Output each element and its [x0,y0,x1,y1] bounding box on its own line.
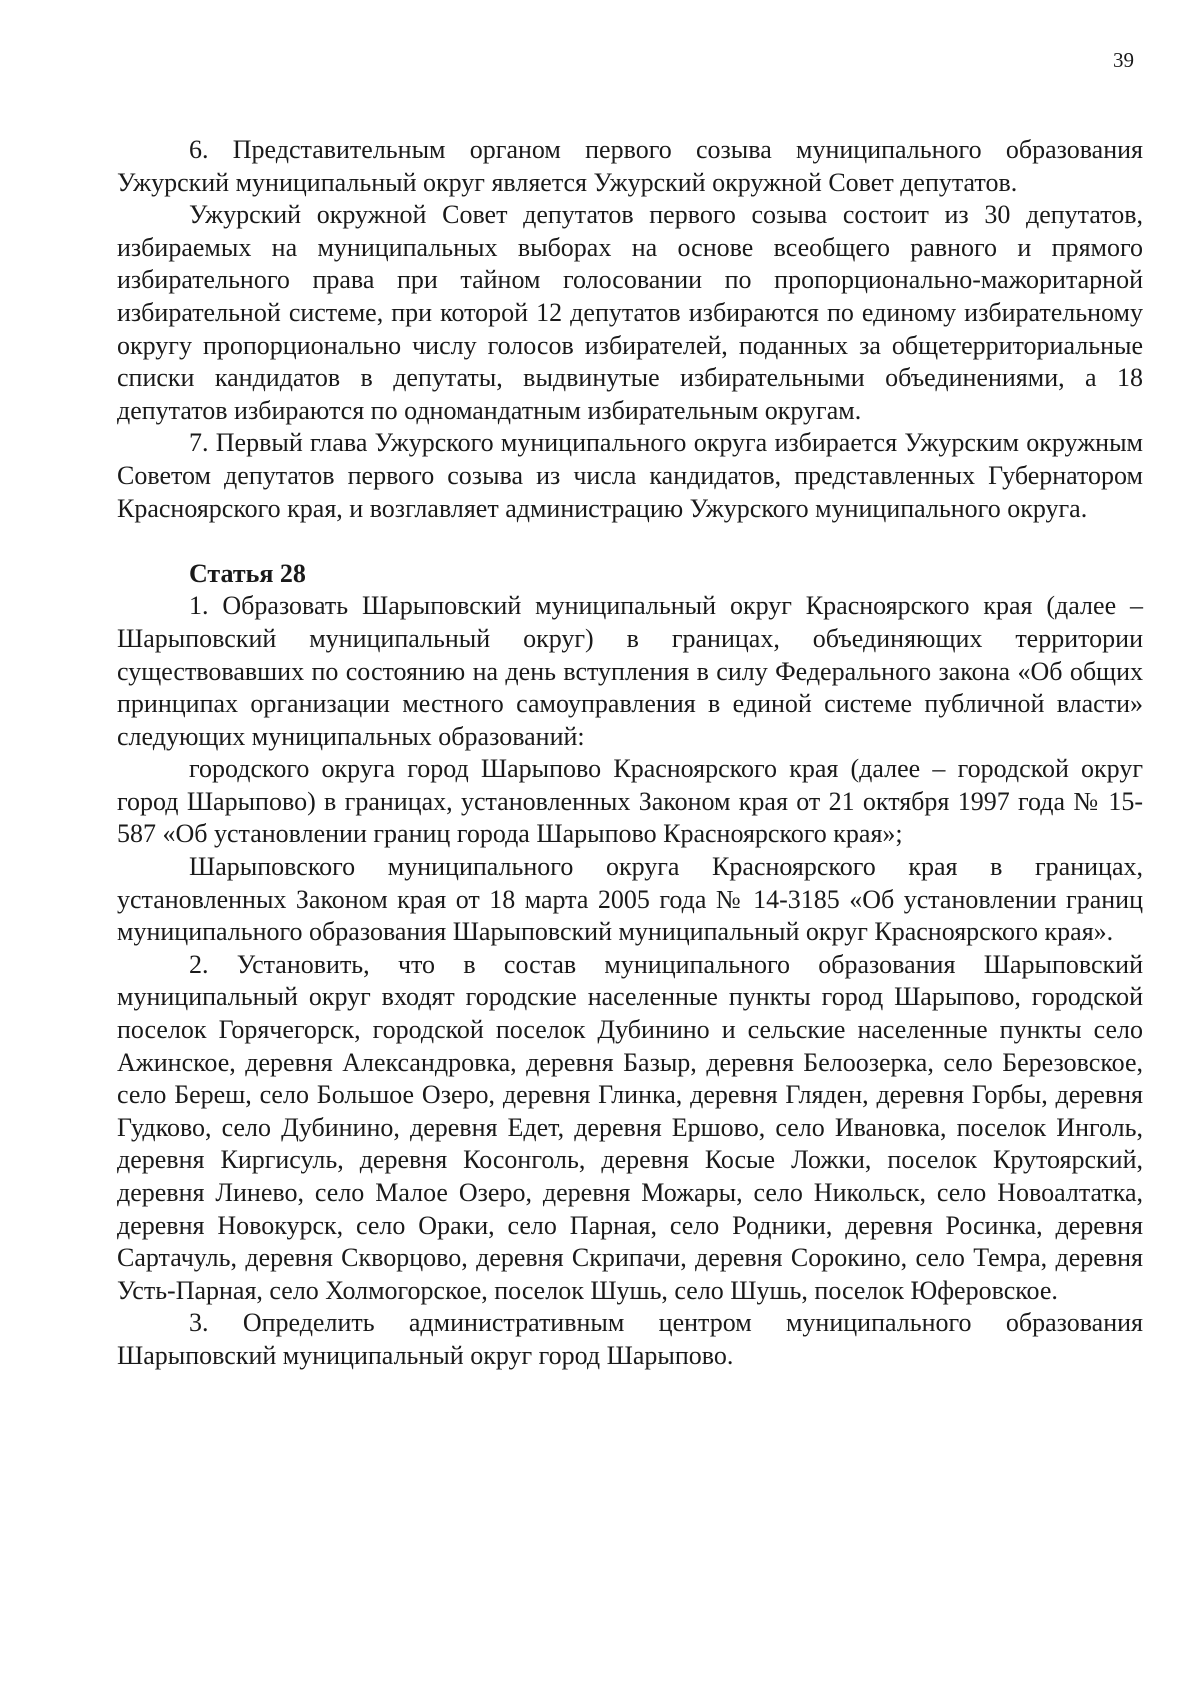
article-paragraph-1: 1. Образовать Шарыповский муниципальный округ Красноярского края (далее – Шарыповский муниципальный округ) в границах, объединяющих территории существовавших по состоянию на день вступления в силу Федерального закона «Об общих принципах организации местного самоуправления в единой системе публичной власти» следующих муниципальных образований: [117,591,1143,751]
article-paragraph-3: 3. Определить административным центром муниципального образования Шарыповский муниципальный округ город Шарыпово. [117,1308,1143,1370]
article-paragraph-2: 2. Установить, что в состав муниципального образования Шарыповский муниципальный округ входят городские населенные пункты город Шарыпово, городской поселок Горячегорск, городской поселок Дубинино и сельские населенные пункты село Ажинское, деревня Александровка, деревня Базыр, деревня Белоозерка, село Березовское, село Береш, село Большое Озеро, деревня Глинка, деревня Гляден, деревня Горбы, деревня Гудково, село Дубинино, деревня Едет, деревня Ершово, село Ивановка, поселок Инголь, деревня Киргисуль, деревня Косонголь, деревня Косые Ложки, поселок Крутоярский, деревня Линево, село Малое Озеро, деревня Можары, село Никольск, село Новоалтатка, деревня Новокурск, село Ораки, село Парная, село Родники, деревня Росинка, деревня Сартачуль, деревня Скворцово, деревня Скрипачи, деревня Сорокино, село Темра, деревня Усть-Парная, село Холмогорское, поселок Шушь, село Шушь, поселок Юферовское. [117,949,1143,1305]
article-paragraph-city-district: городского округа город Шарыпово Красноярского края (далее – городской округ город Шарыпово) в границах, установленных Законом края от 21 октября 1997 года № 15-587 «Об установлении границ города Шарыпово Красноярского края»; [117,754,1143,849]
article-heading: Статья 28 [189,558,306,588]
paragraph-council-composition: Ужурский окружной Совет депутатов первого созыва состоит из 30 депутатов, избираемых на муниципальных выборах на основе всеобщего равного и прямого избирательного права при тайном голосовании по пропорционально-мажоритарной избирательной системе, при которой 12 депутатов избираются по единому избирательному округу пропорционально числу голосов избирателей, поданных за общетерриториальные списки кандидатов в депутаты, выдвинутые избирательными объединениями, а 18 депутатов избираются по одномандатным избирательным округам. [117,200,1143,425]
page-number: 39 [1113,48,1134,72]
paragraph-item-6: 6. Представительным органом первого созыва муниципального образования Ужурский муниципальный округ является Ужурский окружной Совет депутатов. [117,135,1143,197]
article-paragraph-municipal-district: Шарыповского муниципального округа Красноярского края в границах, установленных Законом края от 18 марта 2005 года № 14-3185 «Об установлении границ муниципального образования Шарыповский муниципальный округ Красноярского края». [117,852,1143,947]
document-body [117,134,1143,1373]
paragraph-item-7: 7. Первый глава Ужурского муниципального округа избирается Ужурским окружным Советом депутатов первого созыва из числа кандидатов, представленных Губернатором Красноярского края, и возглавляет администрацию Ужурского муниципального округа. [117,428,1143,523]
